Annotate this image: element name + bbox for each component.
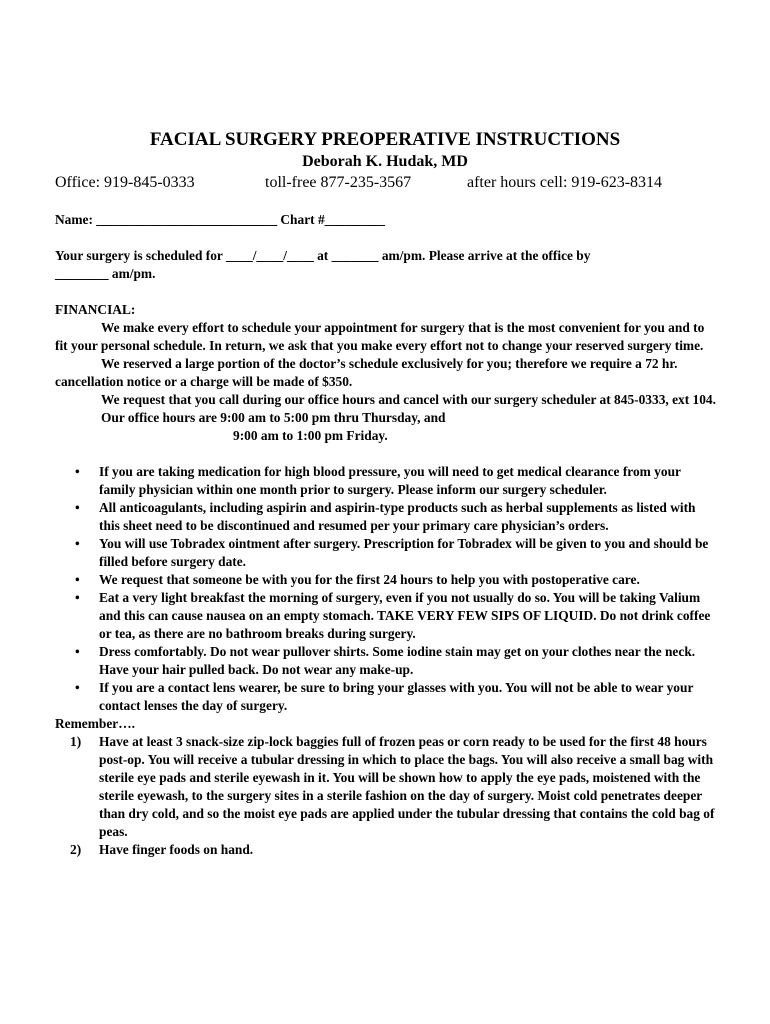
list-item [75, 643, 717, 679]
list-item [75, 499, 717, 535]
list-item-text: Have finger foods on hand. [99, 842, 254, 857]
office-phone: Office: 919-845-0333 [55, 174, 195, 191]
financial-paragraph: We reserved a large portion of the doctor’s schedule exclusively for you; therefore we require a 72 hr. cancellation notice or a charge will be made of $350. [55, 356, 678, 389]
tollfree-phone: toll-free 877-235-3567 [265, 174, 412, 191]
bullet-icon: • [75, 572, 80, 587]
office-hours-line: 9:00 am to 1:00 pm Friday. [233, 428, 388, 443]
list-item-text: We request that someone be with you for the first 24 hours to help you with postoperative care. [99, 572, 640, 587]
list-item [70, 841, 717, 859]
after-hours-phone: after hours cell: 919-623-8314 [467, 174, 663, 191]
office-hours-line: Our office hours are 9:00 am to 5:00 pm thru Thursday, and [101, 410, 446, 425]
doctor-name: Deborah K. Hudak, MD [302, 153, 468, 170]
list-item [70, 733, 717, 841]
list-number: 2) [70, 842, 82, 857]
list-item-text: You will use Tobradex ointment after surgery. Prescription for Tobradex will be given to you and should be filled before surgery date. [99, 536, 709, 569]
list-item-text: All anticoagulants, including aspirin and aspirin-type products such as herbal supplements as listed with this sheet need to be discontinued and resumed per your primary care physician’s orders. [99, 500, 696, 533]
list-item [75, 463, 717, 499]
name-chart-line: Name: ___________________________ Chart #_________ [55, 212, 385, 227]
bullet-icon: • [75, 500, 80, 515]
document-body [55, 211, 717, 859]
bullet-icon: • [75, 464, 80, 479]
document-title: FACIAL SURGERY PREOPERATIVE INSTRUCTIONS [149, 129, 621, 150]
financial-heading: FINANCIAL: [55, 302, 136, 317]
list-item [75, 535, 717, 571]
remember-heading: Remember…. [55, 716, 135, 731]
schedule-line: Your surgery is scheduled for ____/____/____ at _______ am/pm. Please arrive at the office by [55, 248, 591, 263]
bullet-icon: • [75, 536, 80, 551]
bullet-icon: • [75, 590, 80, 605]
financial-paragraph: We make every effort to schedule your appointment for surgery that is the most convenient for you and to fit your personal schedule. In return, we ask that you make every effort not to change your reserved surgery time. [55, 320, 705, 353]
list-item [75, 679, 717, 715]
list-item-text: Dress comfortably. Do not wear pullover shirts. Some iodine stain may get on your clothes near the neck. Have your hair pulled back. Do not wear any make-up. [99, 644, 696, 677]
bullet-icon: • [75, 644, 80, 659]
list-item-text: Have at least 3 snack-size zip-lock baggies full of frozen peas or corn ready to be used for the first 48 hours post-op. You will receive a tubular dressing in which to place the bags. You will also receive a small bag with sterile eye pads and sterile eyewash in it. You will be shown how to apply the eye pads, moistened with the sterile eyewash, to the surgery sites in a sterile fashion on the day of surgery. Moist cold penetrates deeper than dry cold, and so the moist eye pads are applied under the tubular dressing that contains the cold bag of peas. [99, 734, 715, 839]
arrival-line: ________ am/pm. [55, 266, 156, 281]
list-number: 1) [70, 734, 82, 749]
financial-paragraph: We request that you call during our office hours and cancel with our surgery scheduler at 845-0333, ext 104. [101, 392, 716, 407]
list-item-text: Eat a very light breakfast the morning of surgery, even if you not usually do so. You will be taking Valium and this can cause nausea on an empty stomach. TAKE VERY FEW SIPS OF LIQUID. Do not drink coffee or tea, as there are no bathroom breaks during surgery. [99, 590, 711, 641]
list-item-text: If you are taking medication for high blood pressure, you will need to get medical clearance from your family physician within one month prior to surgery. Please inform our surgery scheduler. [99, 464, 681, 497]
list-item [75, 589, 717, 643]
bullet-icon: • [75, 680, 80, 695]
remember-list [55, 733, 717, 859]
list-item-text: If you are a contact lens wearer, be sure to bring your glasses with you. You will not be able to wear your contact lenses the day of surgery. [99, 680, 694, 713]
list-item [75, 571, 717, 589]
instructions-list [55, 463, 717, 715]
